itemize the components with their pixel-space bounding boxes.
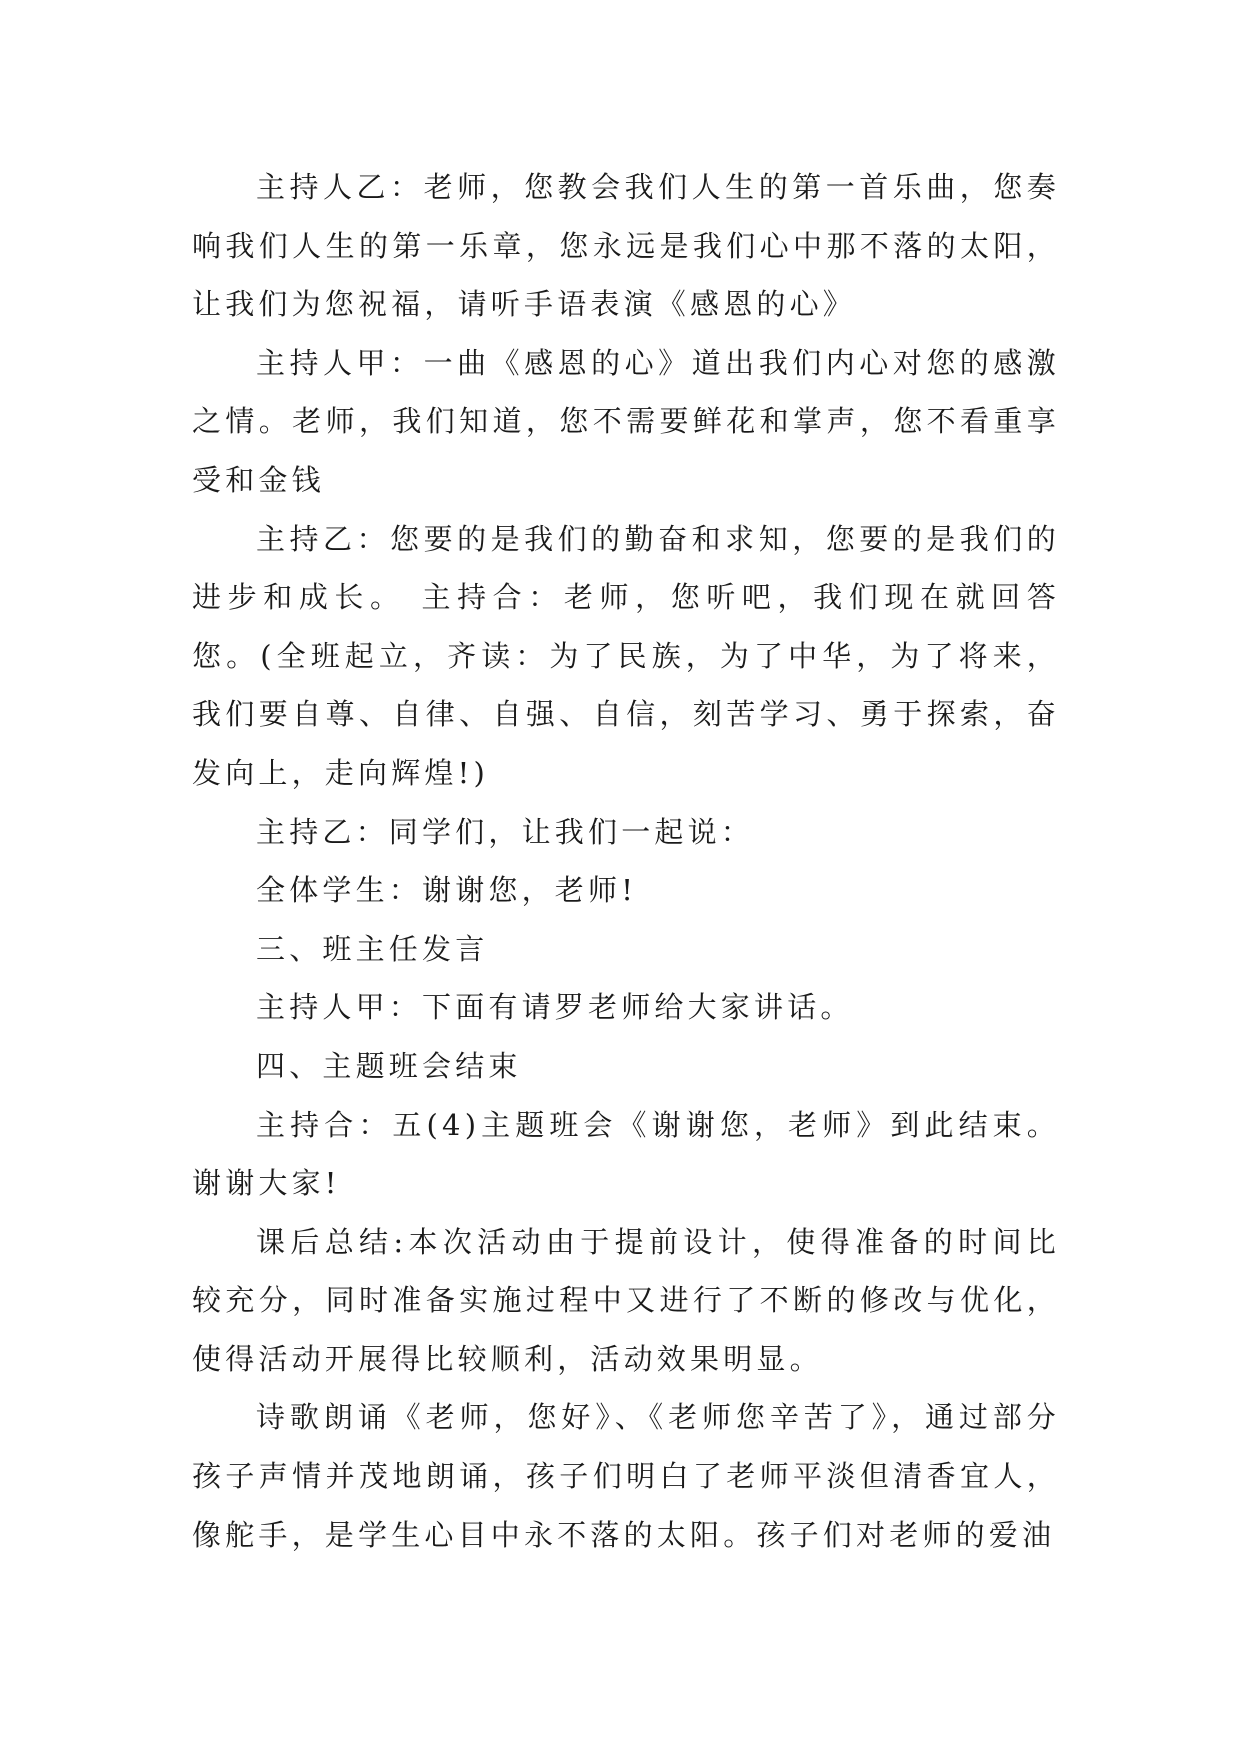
section-heading-teacher-speech: 三、班主任发言 — [256, 931, 489, 966]
paragraph-host-a-invite: 主持人甲：下面有请罗老师给大家讲话。 — [256, 990, 854, 1025]
paragraph-summary: 课后总结:本次活动由于提前设计，使得准备的时间比较充分，同时准备实施过程中又进行了不断的修改与优化，使得活动开展得比较顺利，活动效果明显。 — [192, 1224, 1060, 1376]
paragraph-hosts-closing: 主持合：五(4)主题班会《谢谢您，老师》到此结束。谢谢大家! — [192, 1107, 1060, 1201]
section-heading-meeting-end: 四、主题班会结束 — [256, 1048, 522, 1083]
paragraph-poetry-recital: 诗歌朗诵《老师，您好》、《老师您辛苦了》，通过部分孩子声情并茂地朗诵，孩子们明白了老师平淡但清香宜人，像舵手，是学生心目中永不落的太阳。孩子们对老师的爱油 — [192, 1400, 1060, 1552]
paragraph-host-b-together: 主持乙：同学们，让我们一起说： — [256, 814, 755, 849]
paragraph-host-b-opening: 主持人乙：老师，您教会我们人生的第一首乐曲，您奏响我们人生的第一乐章，您永远是我们心中那不落的太阳，让我们为您祝福，请听手语表演《感恩的心》 — [192, 170, 1060, 322]
document-body — [192, 158, 1060, 1564]
paragraph-host-b-diligence: 主持乙：您要的是我们的勤奋和求知，您要的是我们的进步和成长。 主持合：老师，您听吧，我们现在就回答您。(全班起立，齐读：为了民族，为了中华，为了将来，我们要自尊、自律、自强、自信，刻苦学习、勇于探索，奋发向上，走向辉煌!) — [192, 521, 1060, 790]
paragraph-host-a-gratitude: 主持人甲：一曲《感恩的心》道出我们内心对您的感激之情。老师，我们知道，您不需要鲜花和掌声，您不看重享受和金钱 — [192, 345, 1060, 497]
paragraph-all-students: 全体学生：谢谢您，老师! — [256, 873, 638, 908]
